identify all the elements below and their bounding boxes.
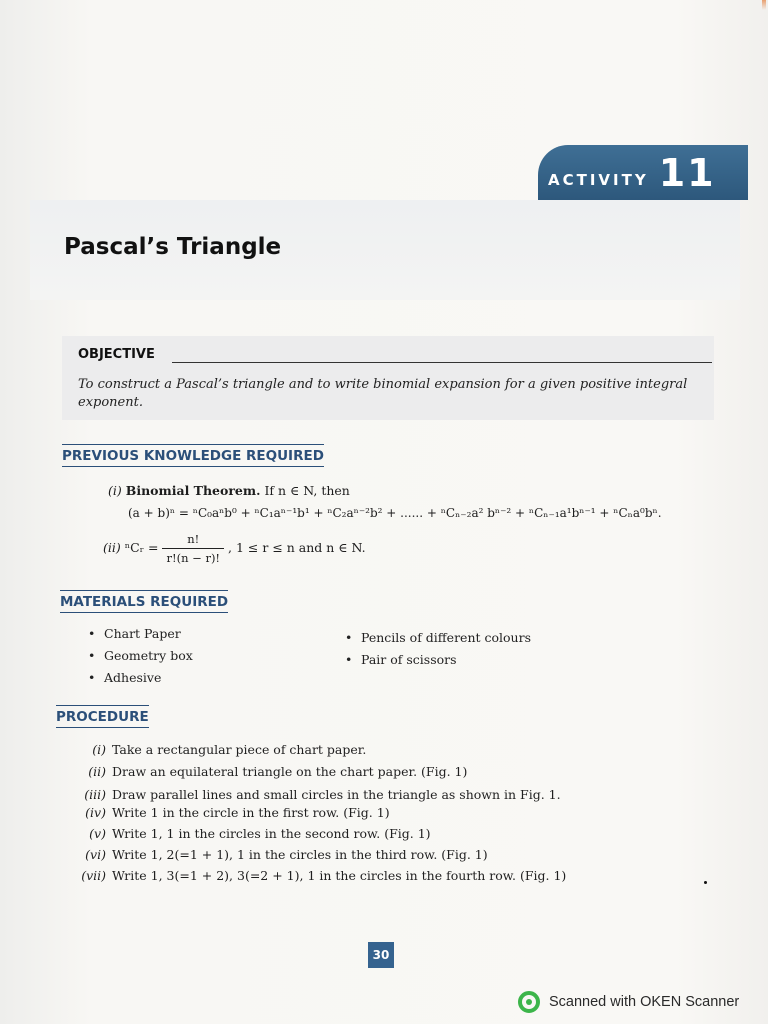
procedure-step-index: (vii) bbox=[81, 868, 106, 883]
ncr-denominator: r!(n − r)! bbox=[166, 551, 221, 565]
previous-knowledge-heading: PREVIOUS KNOWLEDGE REQUIRED bbox=[62, 444, 324, 467]
procedure-step-text: Write 1, 1 in the circles in the second row. (Fig. 1) bbox=[112, 826, 431, 841]
procedure-step bbox=[80, 787, 561, 802]
materials-heading: MATERIALS REQUIRED bbox=[60, 590, 228, 613]
scanner-text: Scanned with OKEN Scanner bbox=[549, 994, 740, 1010]
stray-dot bbox=[704, 881, 707, 884]
knowledge-item-1-label: Binomial Theorem. bbox=[125, 483, 261, 498]
activity-number: 11 bbox=[658, 150, 716, 195]
knowledge-item-2-index: (ii) bbox=[103, 540, 121, 555]
scanner-logo-icon bbox=[517, 990, 541, 1014]
knowledge-item-2 bbox=[103, 532, 366, 565]
procedure-step-text: Draw an equilateral triangle on the chart paper. (Fig. 1) bbox=[112, 764, 468, 779]
procedure-step-text: Draw parallel lines and small circles in the triangle as shown in Fig. 1. bbox=[112, 787, 561, 802]
ncr-lhs: ⁿCᵣ = bbox=[124, 540, 159, 555]
ncr-fraction bbox=[162, 532, 224, 565]
procedure-step bbox=[80, 805, 390, 820]
procedure-step bbox=[80, 742, 366, 757]
procedure-step-text: Write 1, 2(=1 + 1), 1 in the circles in the third row. (Fig. 1) bbox=[112, 847, 488, 862]
procedure-heading: PROCEDURE bbox=[56, 705, 149, 728]
material-item: • Geometry box bbox=[88, 648, 193, 663]
binomial-formula: (a + b)ⁿ = ⁿC₀aⁿb⁰ + ⁿC₁aⁿ⁻¹b¹ + ⁿC₂aⁿ⁻²b² + ...... + ⁿCₙ₋₂a² bⁿ⁻² + ⁿCₙ₋₁a¹bⁿ⁻¹ + ⁿCₙa⁰bⁿ. bbox=[128, 506, 662, 520]
procedure-step-text: Write 1 in the circle in the first row. (Fig. 1) bbox=[112, 805, 390, 820]
activity-tab bbox=[538, 145, 748, 200]
page-title: Pascal’s Triangle bbox=[64, 234, 282, 260]
procedure-step-index: (iv) bbox=[85, 805, 106, 820]
material-item: • Pair of scissors bbox=[345, 652, 457, 667]
scanner-watermark bbox=[517, 990, 739, 1014]
procedure-step bbox=[80, 764, 467, 779]
procedure-step-index: (vi) bbox=[85, 847, 106, 862]
material-item: • Chart Paper bbox=[88, 626, 181, 641]
procedure-step bbox=[80, 826, 431, 841]
ncr-numerator: n! bbox=[162, 532, 224, 549]
procedure-step-index: (i) bbox=[92, 742, 106, 757]
procedure-step-index: (iii) bbox=[84, 787, 106, 802]
procedure-step bbox=[80, 868, 566, 883]
objective-rule bbox=[172, 362, 712, 363]
knowledge-item-1 bbox=[108, 483, 350, 498]
knowledge-item-1-text: If n ∈ N, then bbox=[264, 483, 350, 498]
material-item: • Pencils of different colours bbox=[345, 630, 531, 645]
objective-text: To construct a Pascal’s triangle and to write binomial expansion for a given positive integral exponent. bbox=[78, 377, 688, 410]
activity-label: ACTIVITY bbox=[548, 170, 649, 189]
procedure-step-text: Take a rectangular piece of chart paper. bbox=[112, 742, 367, 757]
material-item: • Adhesive bbox=[88, 670, 161, 685]
page-number: 30 bbox=[368, 942, 394, 968]
page-edge-mark bbox=[762, 0, 766, 10]
procedure-step-text: Write 1, 3(=1 + 2), 3(=2 + 1), 1 in the circles in the fourth row. (Fig. 1) bbox=[112, 868, 567, 883]
knowledge-item-1-index: (i) bbox=[108, 483, 122, 498]
procedure-step bbox=[80, 847, 488, 862]
procedure-step-index: (v) bbox=[89, 826, 106, 841]
ncr-condition: , 1 ≤ r ≤ n and n ∈ N. bbox=[228, 540, 366, 555]
objective-heading: OBJECTIVE bbox=[78, 347, 155, 362]
procedure-step-index: (ii) bbox=[88, 764, 106, 779]
